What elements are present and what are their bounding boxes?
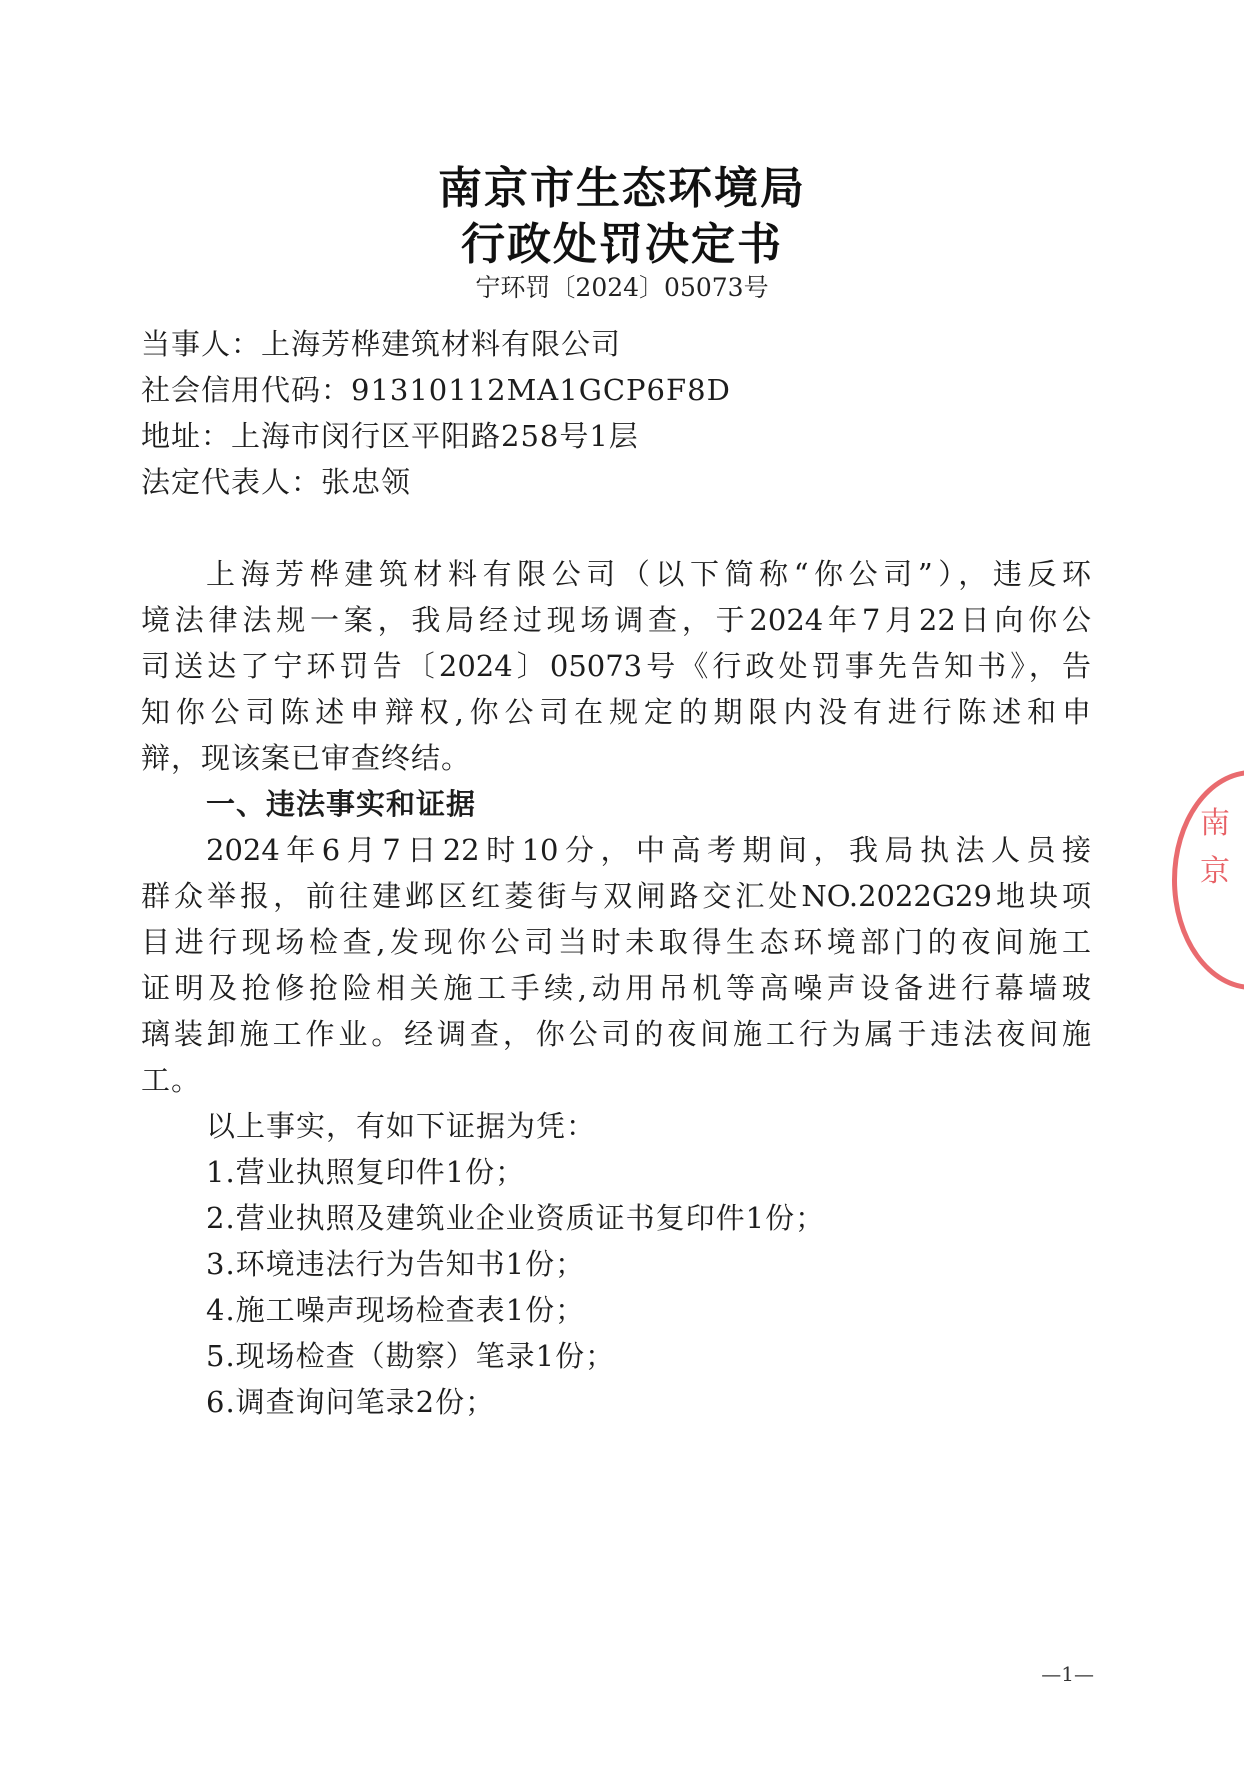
intro-line: 司送达了宁环罚告〔2024〕05073号《行政处罚事先告知书》，告 [141,649,1091,683]
official-seal-text [1200,800,1230,896]
evidence-item: 6.调查询问笔录2份； [206,1385,496,1419]
facts-line: 工。 [141,1063,202,1097]
facts-line: 璃装卸施工作业。经调查，你公司的夜间施工行为属于违法夜间施 [141,1017,1091,1051]
evidence-item: 5.现场检查（勘察）笔录1份； [206,1339,616,1373]
evidence-item: 3.环境违法行为告知书1份； [206,1247,586,1281]
agency-title: 南京市生态环境局 [438,163,806,214]
section-heading: 一、违法事实和证据 [206,787,477,821]
party-address: 地址：上海市闵行区平阳路258号1层 [141,419,639,453]
party-representative: 法定代表人：张忠领 [141,465,412,499]
document-number: 宁环罚〔2024〕05073号 [475,273,769,302]
facts-line: 群众举报，前往建邺区红菱街与双闸路交汇处NO.2022G29地块项 [141,879,1091,913]
evidence-item: 1.营业执照复印件1份； [206,1155,526,1189]
party-name: 当事人：上海芳桦建筑材料有限公司 [141,327,622,361]
document-type-title: 行政处罚决定书 [461,219,783,270]
facts-line: 证明及抢修抢险相关施工手续,动用吊机等高噪声设备进行幕墙玻 [141,971,1091,1005]
seal-char: 京 [1200,854,1230,889]
evidence-intro: 以上事实，有如下证据为凭： [206,1109,597,1143]
page-number: —1— [1041,1662,1094,1686]
seal-char: 南 [1200,806,1230,841]
facts-line: 2024年6月7日22时10分，中高考期间，我局执法人员接 [206,833,1091,867]
intro-line: 上海芳桦建筑材料有限公司（以下简称“你公司”），违反环 [206,557,1091,591]
intro-line: 知你公司陈述申辩权,你公司在规定的期限内没有进行陈述和申 [141,695,1091,729]
party-credit-code: 社会信用代码：91310112MA1GCP6F8D [141,373,731,407]
intro-line: 境法律法规一案，我局经过现场调查，于2024年7月22日向你公 [141,603,1091,637]
intro-line: 辩，现该案已审查终结。 [141,741,472,775]
evidence-item: 4.施工噪声现场检查表1份； [206,1293,586,1327]
facts-line: 目进行现场检查,发现你公司当时未取得生态环境部门的夜间施工 [141,925,1091,959]
evidence-item: 2.营业执照及建筑业企业资质证书复印件1份； [206,1201,826,1235]
